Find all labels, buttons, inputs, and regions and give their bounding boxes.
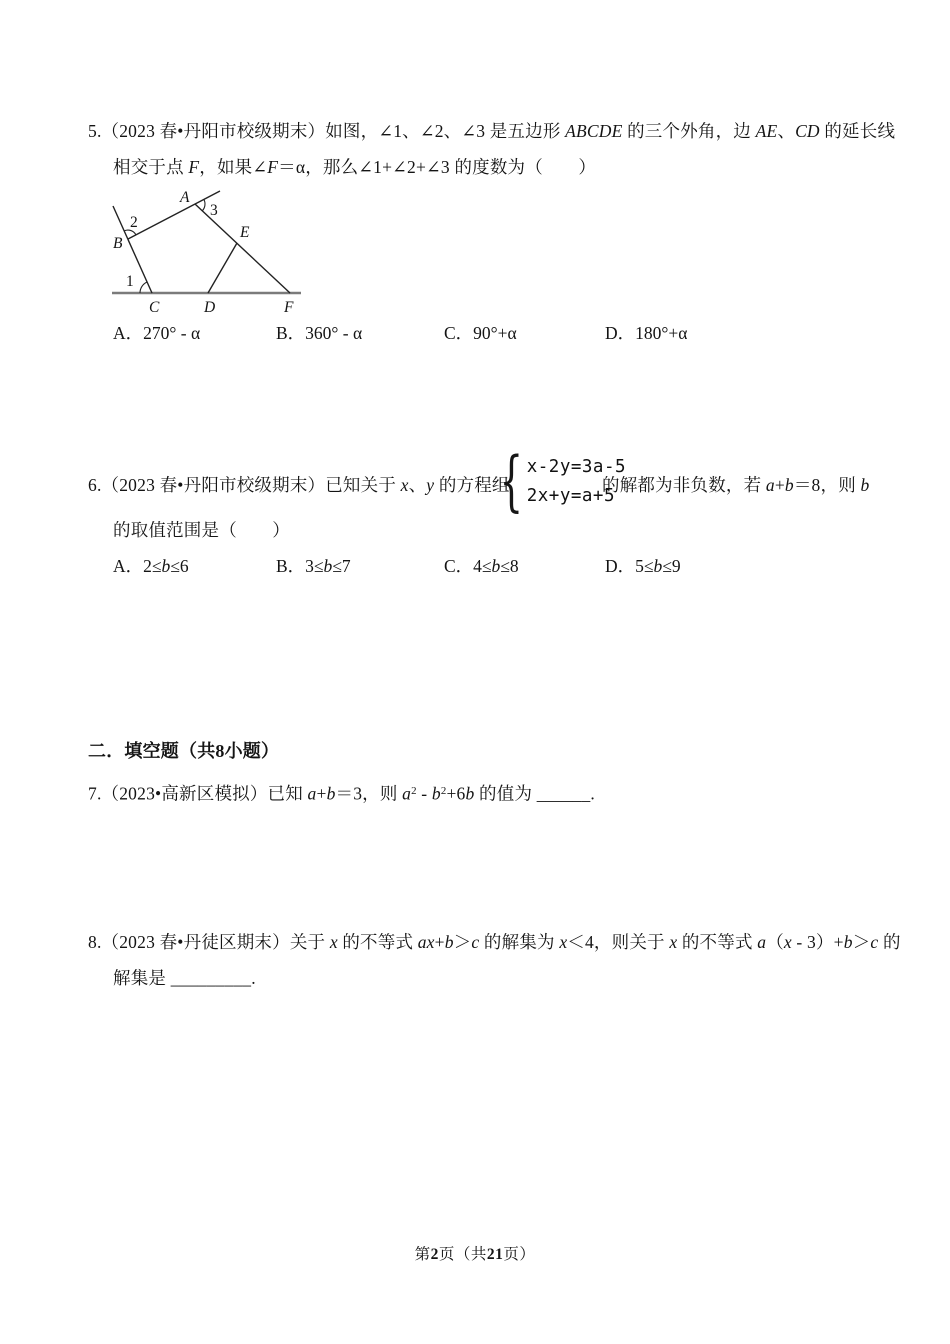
text-segment: c: [471, 932, 480, 952]
text-segment: 的解集为: [479, 932, 560, 952]
text-segment: b: [653, 556, 663, 576]
text-segment: ≤6: [170, 556, 189, 576]
text-segment: （: [766, 932, 784, 952]
text-segment: 的三个外角，边: [622, 121, 756, 141]
q6-option-d: [605, 555, 681, 578]
text-segment: x: [400, 475, 409, 495]
text-segment: D．180°+α: [605, 323, 688, 343]
q5-option-a: [113, 322, 200, 345]
q5-text-line-1: [88, 120, 895, 143]
text-segment: 5.（2023 春•丹阳市校级期末）如图，∠1、∠2、∠3 是五边形: [88, 121, 566, 141]
text-segment: b: [860, 475, 870, 495]
text-segment: 的取值范围是（ ）: [113, 520, 290, 540]
text-segment: .: [251, 968, 256, 988]
vertex-label-F: F: [284, 299, 294, 316]
text-segment: ______: [536, 783, 591, 804]
text-segment: x: [559, 932, 568, 952]
text-segment: b: [784, 475, 794, 495]
text-segment: ≤8: [500, 556, 519, 576]
angle-label-3: 3: [210, 202, 218, 219]
text-segment: 21: [486, 1246, 504, 1263]
q6-options-row: [0, 555, 950, 579]
text-segment: F: [267, 157, 279, 177]
angle-label-2: 2: [130, 214, 138, 231]
q8-text-line-1: [88, 931, 901, 954]
page-footer: [0, 1242, 950, 1264]
q6-option-a: [113, 555, 189, 578]
text-segment: C．90°+α: [444, 323, 517, 343]
q5-option-b: [276, 322, 362, 345]
text-segment: B．3≤: [276, 556, 324, 576]
text-segment: b: [323, 556, 333, 576]
text-segment: y: [426, 475, 435, 495]
text-segment: 的延长线: [819, 121, 896, 141]
text-segment: .: [590, 783, 595, 804]
equation-1: x-2y=3a-5: [526, 457, 627, 477]
text-segment: a: [307, 783, 317, 804]
angle-3-arc: [202, 199, 205, 211]
text-segment: b: [465, 783, 475, 804]
text-segment: _________: [170, 968, 252, 988]
text-segment: x: [669, 932, 678, 952]
text-segment: +: [316, 783, 327, 804]
text-segment: 7.（2023•高新区模拟）已知: [88, 783, 308, 804]
text-segment: CD: [795, 121, 820, 141]
text-segment: 相交于点: [113, 157, 189, 177]
text-segment: ＜4，则关于: [567, 932, 670, 952]
text-segment: F: [188, 157, 200, 177]
text-segment: ABCDE: [565, 121, 623, 141]
text-segment: a: [757, 932, 767, 952]
q5-options-row: [0, 322, 950, 346]
equation-2: 2x+y=a+5: [526, 486, 616, 506]
system-brace: {: [499, 444, 524, 520]
q5-pentagon-figure: [105, 184, 305, 316]
text-segment: +6: [446, 783, 466, 804]
text-segment: ＝α，那么∠1+∠2+∠3 的度数为（ ）: [278, 157, 597, 177]
text-segment: ax: [417, 932, 435, 952]
text-segment: 的不等式: [677, 932, 758, 952]
text-segment: 6.（2023 春•丹阳市校级期末）已知关于: [88, 475, 401, 495]
text-segment: 第: [414, 1246, 431, 1263]
text-segment: C．4≤: [444, 556, 492, 576]
text-segment: A．2≤: [113, 556, 162, 576]
text-segment: A．270° - α: [113, 323, 201, 343]
text-segment: b: [843, 932, 853, 952]
angle-label-1: 1: [126, 273, 134, 290]
vertex-label-C: C: [149, 299, 160, 316]
text-segment: 2: [430, 1246, 439, 1263]
text-segment: 、: [777, 121, 796, 141]
text-segment: 的: [878, 932, 901, 952]
text-segment: ＝8，则: [793, 475, 861, 495]
q7-text-line-1: [88, 780, 595, 805]
angle-1-arc: [140, 282, 147, 293]
text-segment: ＞: [852, 932, 871, 952]
text-segment: +: [434, 932, 445, 952]
text-segment: b: [444, 932, 454, 952]
text-segment: b: [161, 556, 171, 576]
vertex-label-D: D: [204, 299, 216, 316]
text-segment: b: [326, 783, 336, 804]
text-segment: 、: [408, 475, 427, 495]
text-segment: 的不等式: [337, 932, 418, 952]
text-segment: 的值为: [474, 783, 537, 804]
q5-text-line-2: [113, 156, 596, 179]
text-segment: 的方程组: [434, 475, 510, 495]
q5-option-c: [444, 322, 517, 345]
text-segment: 解集是: [113, 968, 171, 988]
text-segment: x: [783, 932, 792, 952]
q6-text-line-2: [113, 519, 290, 542]
text-segment: ≤7: [332, 556, 351, 576]
text-segment: 二．填空题（共8小题）: [88, 741, 280, 761]
vertex-label-B: B: [113, 235, 123, 252]
q5-option-d: [605, 322, 687, 345]
text-segment: 2: [411, 785, 417, 797]
text-segment: D．5≤: [605, 556, 654, 576]
q8-text-line-2: [113, 967, 256, 990]
text-segment: ＞: [453, 932, 472, 952]
vertex-label-A: A: [180, 189, 190, 206]
text-segment: c: [870, 932, 879, 952]
text-segment: b: [491, 556, 501, 576]
q6-text-after-system: [602, 474, 869, 497]
text-segment: b: [431, 783, 441, 804]
text-segment: 页（共: [438, 1246, 487, 1263]
figure-line-DE: [208, 243, 237, 293]
text-segment: AE: [755, 121, 778, 141]
text-segment: 2: [440, 785, 447, 797]
text-segment: ＝3，则: [335, 783, 403, 804]
q6-text-intro: [88, 474, 510, 497]
text-segment: B．360° - α: [276, 323, 363, 343]
q6-option-b: [276, 555, 351, 578]
vertex-label-E: E: [240, 224, 250, 241]
section-2-header: [88, 740, 279, 763]
text-segment: a: [765, 475, 775, 495]
text-segment: -: [416, 783, 432, 804]
q6-option-c: [444, 555, 519, 578]
text-segment: ，如果∠: [199, 157, 268, 177]
text-segment: a: [402, 783, 412, 804]
text-segment: 页）: [503, 1246, 536, 1263]
text-segment: +: [774, 475, 785, 495]
text-segment: ≤9: [662, 556, 681, 576]
text-segment: x: [329, 932, 338, 952]
text-segment: 8.（2023 春•丹徒区期末）关于: [88, 932, 330, 952]
text-segment: - 3）+: [791, 932, 844, 952]
text-segment: 的解都为非负数，若: [602, 475, 766, 495]
